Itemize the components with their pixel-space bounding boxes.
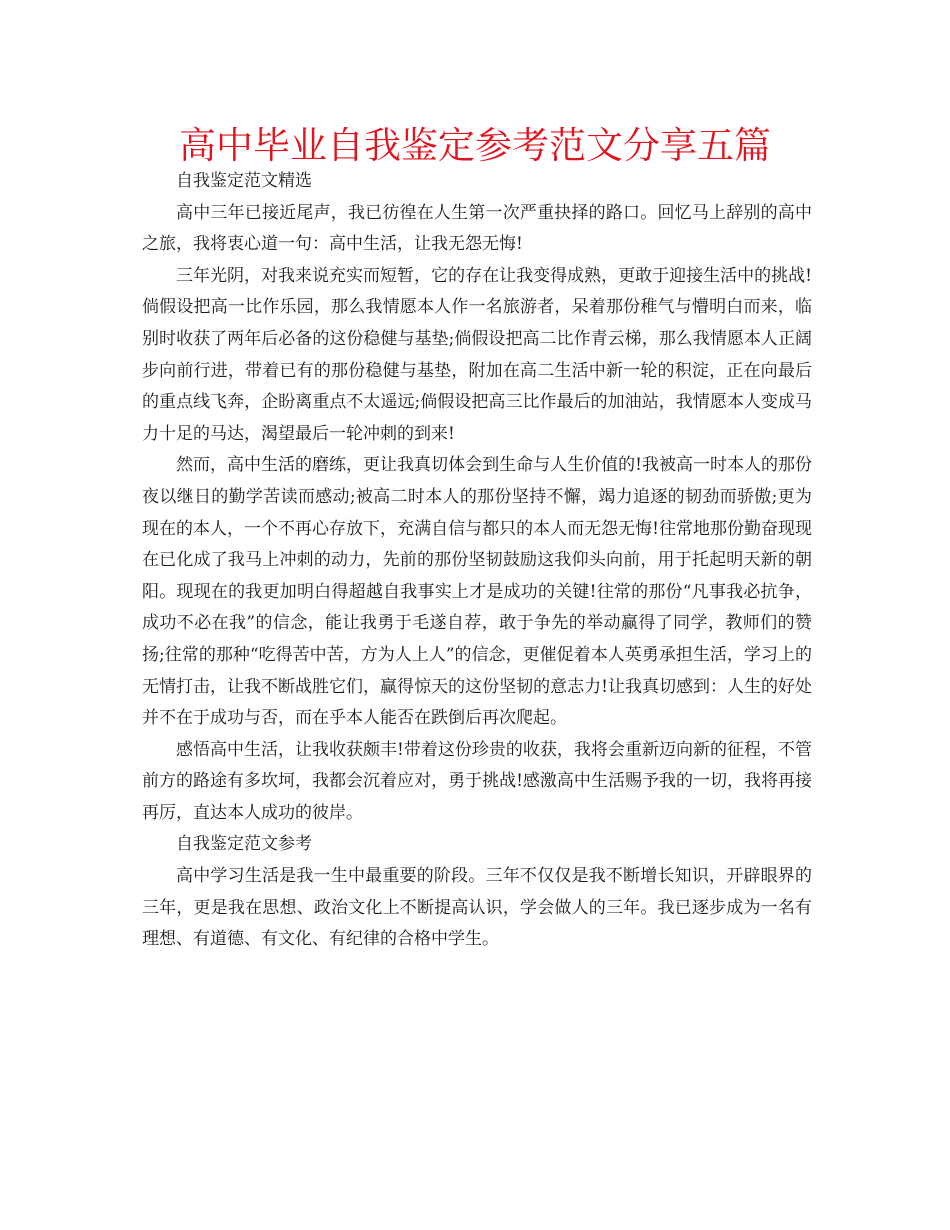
document-title: 高中毕业自我鉴定参考范文分享五篇	[179, 124, 771, 167]
paragraph-1: 高中三年已接近尾声，我已彷徨在人生第一次严重抉择的路口。回忆马上辞别的高中之旅，我将衷心道一句：高中生活，让我无怨无悔!	[142, 202, 812, 255]
document-body	[142, 166, 812, 956]
paragraph-4: 感悟高中生活，让我收获颇丰!带着这份珍贵的收获，我将会重新迈向新的征程，不管前方的路途有多坎坷，我都会沉着应对，勇于挑战!感激高中生活赐予我的一切，我将再接再厉，直达本人成功的彼岸。	[142, 739, 812, 823]
paragraph-3: 然而，高中生活的磨练，更让我真切体会到生命与人生价值的!我被高一时本人的那份夜以继日的勤学苦读而感动;被高二时本人的那份坚持不懈，竭力追逐的韧劲而骄傲;更为现在的本人，一个不再心存放下，充满自信与都只的本人而无怨无悔!往常地那份勤奋现现在已化成了我马上冲刺的动力，先前的那份坚韧鼓励这我仰头向前，用于托起明天新的朝阳。现现在的我更加明白得超越自我事实上才是成功的关键!往常的那份“凡事我必抗争，成功不必在我”的信念，能让我勇于毛遂自荐，敢于争先的举动赢得了同学，教师们的赞扬;往常的那种“吃得苦中苦，方为人上人”的信念，更催促着本人英勇承担生活，学习上的无情打击，让我不断战胜它们，赢得惊天的这份坚韧的意志力!让我真切感到：人生的好处并不在于成功与否，而在乎本人能否在跌倒后再次爬起。	[142, 455, 812, 729]
section-heading-1: 自我鉴定范文精选	[176, 171, 312, 191]
paragraph-5: 高中学习生活是我一生中最重要的阶段。三年不仅仅是我不断增长知识，开辟眼界的三年，更是我在思想、政治文化上不断提高认识，学会做人的三年。我已逐步成为一名有理想、有道德、有文化、有纪律的合格中学生。	[142, 866, 812, 950]
section-heading-2: 自我鉴定范文参考	[176, 834, 312, 855]
paragraph-2: 三年光阴，对我来说充实而短暂，它的存在让我变得成熟，更敢于迎接生活中的挑战!倘假设把高一比作乐园，那么我情愿本人作一名旅游者，呆着那份稚气与懵明白而来，临别时收获了两年后必备的这份稳健与基垫;倘假设把高二比作青云梯，那么我情愿本人正阔步向前行进，带着已有的那份稳健与基垫，附加在高二生活中新一轮的积淀，正在向最后的重点线飞奔，企盼离重点不太遥远;倘假设把高三比作最后的加油站，我情愿本人变成马力十足的马达，渴望最后一轮冲刺的到来!	[142, 265, 812, 444]
